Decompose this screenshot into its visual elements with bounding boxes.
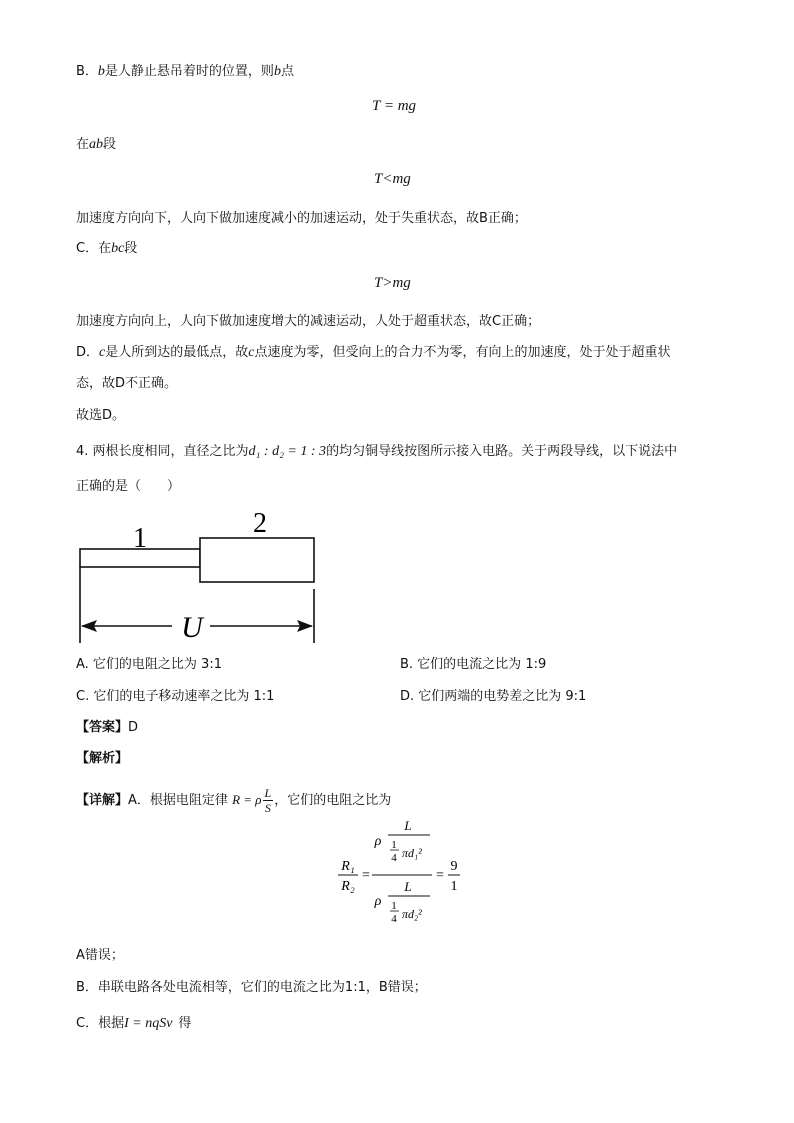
detail-tag: 【详解】 bbox=[76, 793, 129, 808]
label-u: U bbox=[181, 611, 203, 644]
svg-text:R₁: R₁ bbox=[341, 859, 355, 874]
svg-text:L: L bbox=[404, 818, 412, 833]
label-1: 1 bbox=[133, 523, 147, 554]
text-line-d-cont: 态，故D不正确。 bbox=[76, 376, 178, 391]
svg-text:R₂: R₂ bbox=[341, 879, 355, 894]
svg-text:L: L bbox=[404, 879, 412, 894]
label-2: 2 bbox=[253, 508, 267, 539]
text-line-b-conclusion: 加速度方向向下，人向下做加速度减小的加速运动，处于失重状态，故B正确； bbox=[76, 211, 527, 226]
svg-text:ρ: ρ bbox=[374, 834, 382, 849]
text-line-ab: 在ab段 bbox=[76, 137, 117, 152]
svg-text:1: 1 bbox=[450, 879, 458, 894]
equals-2: = bbox=[436, 868, 444, 883]
text-line-choose: 故选D。 bbox=[76, 408, 126, 423]
answer-tag: 【答案】 bbox=[76, 720, 129, 735]
equation-t-gt-mg: T>mg bbox=[374, 275, 411, 291]
resistance-ratio-equation bbox=[336, 815, 466, 937]
option-d: D. 它们两端的电势差之比为 9:1 bbox=[400, 689, 587, 704]
svg-text:ρ: ρ bbox=[374, 894, 382, 909]
option-b: B. 它们的电流之比为 1:9 bbox=[400, 657, 547, 672]
text-c-line: C．根据I = nqSv 得 bbox=[76, 1016, 192, 1031]
equation-t-lt-mg: T<mg bbox=[374, 171, 411, 187]
text-line-d: D．c是人所到达的最低点，故c点速度为零，但受向上的合力不为零，有向上的加速度，处于处于超重状 bbox=[76, 345, 671, 360]
question-4-line1: 4. 两根长度相同，直径之比为d₁ : d₂ = 1 : 3的均匀铜导线按图所示接入电路。关于两段导线，以下说法中 bbox=[76, 444, 678, 459]
equation-t-eq-mg: T = mg bbox=[372, 98, 417, 114]
svg-text:4: 4 bbox=[391, 913, 397, 925]
analysis-line bbox=[76, 750, 128, 768]
wire-2 bbox=[200, 538, 314, 582]
svg-text:1: 1 bbox=[391, 839, 397, 851]
svg-text:πd₁²: πd₁² bbox=[402, 846, 422, 860]
svg-text:πd₂²: πd₂² bbox=[402, 907, 422, 921]
text-line-c-conclusion: 加速度方向向上，人向下做加速度增大的减速运动，人处于超重状态，故C正确； bbox=[76, 314, 541, 329]
text-line-b: B．b是人静止悬吊着时的位置，则b点 bbox=[76, 64, 294, 79]
svg-text:1: 1 bbox=[391, 900, 397, 912]
svg-text:4: 4 bbox=[391, 852, 397, 864]
question-4-line2: 正确的是（ ） bbox=[76, 479, 181, 494]
text-line-c: C．在bc段 bbox=[76, 241, 138, 256]
answer-line bbox=[76, 719, 138, 737]
analysis-tag: 【解析】 bbox=[76, 751, 129, 766]
detail-line: 【详解】A．根据电阻定律 R = ρ $\frac{L}{S}$ ，它们的电阻之比为 bbox=[76, 786, 392, 815]
fraction-l-over-s: $\frac{L}{S}$ bbox=[264, 786, 272, 815]
text-a-wrong: A错误； bbox=[76, 948, 124, 963]
svg-text:9: 9 bbox=[450, 859, 458, 874]
wire-diagram bbox=[70, 505, 330, 645]
equals-1: = bbox=[362, 868, 370, 883]
option-c: C. 它们的电子移动速率之比为 1:1 bbox=[76, 689, 275, 704]
text-b-line: B．串联电路各处电流相等，它们的电流之比为1:1，B错误； bbox=[76, 980, 427, 995]
answer-value: D bbox=[128, 720, 139, 735]
option-a: A. 它们的电阻之比为 3:1 bbox=[76, 657, 222, 672]
